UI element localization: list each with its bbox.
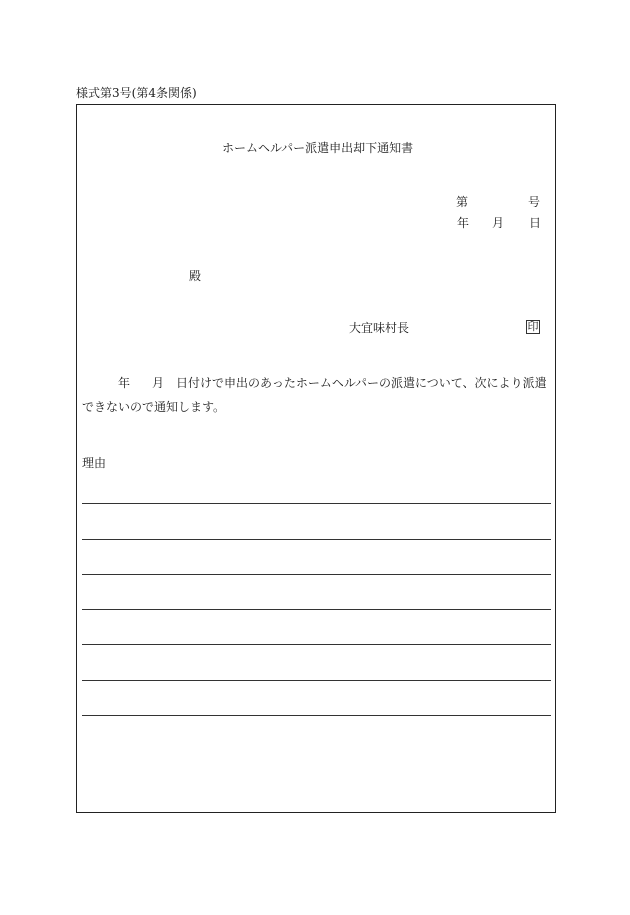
reason-line <box>82 680 551 681</box>
date-day: 日 <box>529 216 542 230</box>
addressee-suffix: 殿 <box>189 269 202 283</box>
form-frame <box>76 104 556 813</box>
reason-line <box>82 539 551 540</box>
body-year: 年 <box>118 376 131 390</box>
doc-number-prefix: 第 <box>456 195 469 209</box>
body-line-2: できないので通知します。 <box>82 400 226 414</box>
date-month: 月 <box>492 216 505 230</box>
issuer-name: 大宜味村長 <box>349 321 410 335</box>
document-title: ホームヘルパー派遣申出却下通知書 <box>222 141 414 155</box>
doc-number-suffix: 号 <box>528 195 541 209</box>
reason-line <box>82 503 551 504</box>
reason-label: 理由 <box>82 456 107 470</box>
reason-line <box>82 609 551 610</box>
form-number: 様式第3号(第4条関係) <box>76 86 197 100</box>
body-line-1: 日付けで申出のあったホームヘルパーの派遣について、次により派遣 <box>176 376 547 390</box>
reason-line <box>82 715 551 716</box>
reason-line <box>82 574 551 575</box>
date-year: 年 <box>457 216 470 230</box>
reason-line <box>82 644 551 645</box>
body-month: 月 <box>152 376 165 390</box>
seal-mark: 印 <box>527 320 539 333</box>
